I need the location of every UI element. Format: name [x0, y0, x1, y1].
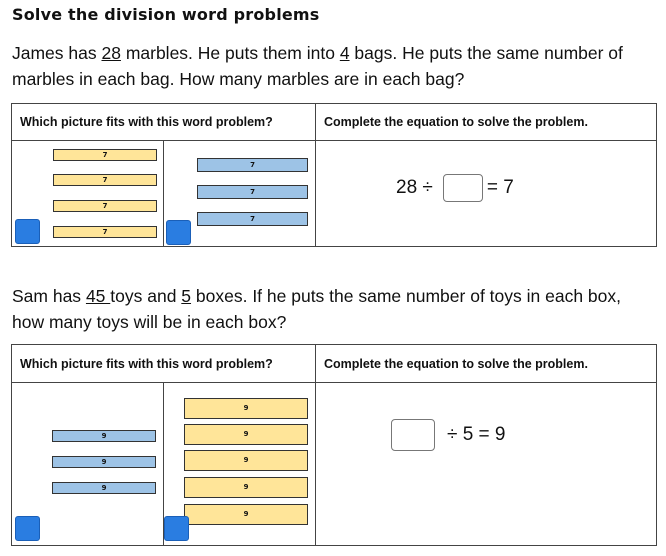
problem-2-equation	[391, 419, 506, 451]
problem-1-text	[12, 40, 657, 92]
problem-1-equation	[396, 174, 514, 202]
bar-segment: 9	[184, 398, 308, 419]
bar-segment: 7	[53, 149, 157, 161]
problem-1-text-part: marbles. He puts them into	[120, 43, 340, 63]
select-option-a-checkbox[interactable]	[15, 219, 40, 244]
bar-segment: 7	[197, 158, 308, 172]
problem-1-equation-cell	[316, 141, 657, 247]
problem-1-number-bags: 4	[339, 43, 350, 63]
problem-2-table	[11, 344, 657, 546]
problem-2-number-toys: 45	[85, 286, 111, 306]
problem-2-text-part: boxes. If he puts the same number of toys in each box, how many toys will be in each box?	[12, 286, 621, 332]
answer-input-box[interactable]	[391, 419, 435, 451]
problem-1-table	[11, 103, 657, 247]
problem-2-number-boxes: 5	[181, 286, 192, 306]
problem-2-text-part: toys and	[110, 286, 182, 306]
bar-segment: 9	[184, 477, 308, 498]
problem-1-number-marbles: 28	[101, 43, 121, 63]
problem-1-option-a	[12, 141, 164, 247]
bar-segment: 9	[184, 424, 308, 445]
worksheet-title: Solve the division word problems	[12, 5, 320, 24]
problem-1-text-part: bags. He puts the same number of marbles in each bag. How many marbles are in each bag?	[12, 43, 623, 89]
equation-right: = 7	[486, 177, 514, 198]
answer-input-box[interactable]	[443, 174, 483, 202]
equation-right: ÷ 5 = 9	[447, 424, 506, 445]
bar-segment: 9	[52, 430, 156, 442]
problem-1-header-right: Complete the equation to solve the problem.	[316, 104, 657, 141]
problem-2-text	[12, 283, 657, 335]
bar-segment: 9	[184, 504, 308, 525]
problem-1-header-left: Which picture fits with this word problem?	[12, 104, 316, 141]
bar-segment: 7	[197, 212, 308, 226]
bar-segment: 7	[53, 200, 157, 212]
select-option-b-checkbox[interactable]	[164, 516, 189, 541]
problem-2-option-a	[12, 383, 164, 546]
problem-1-option-b	[164, 141, 316, 247]
equation-left: 28 ÷	[396, 177, 433, 198]
bar-segment: 9	[52, 456, 156, 468]
bar-segment: 9	[52, 482, 156, 494]
problem-2-text-part: Sam has	[12, 286, 86, 306]
problem-2-header-right: Complete the equation to solve the problem.	[316, 345, 657, 383]
select-option-a-checkbox[interactable]	[15, 516, 40, 541]
bar-segment: 7	[53, 174, 157, 186]
problem-2-header-left: Which picture fits with this word problem?	[12, 345, 316, 383]
select-option-b-checkbox[interactable]	[166, 220, 191, 245]
bar-segment: 9	[184, 450, 308, 471]
bar-segment: 7	[53, 226, 157, 238]
problem-1-text-part: James has	[12, 43, 102, 63]
problem-2-equation-cell	[316, 383, 657, 546]
bar-segment: 7	[197, 185, 308, 199]
problem-2-option-b	[164, 383, 316, 546]
